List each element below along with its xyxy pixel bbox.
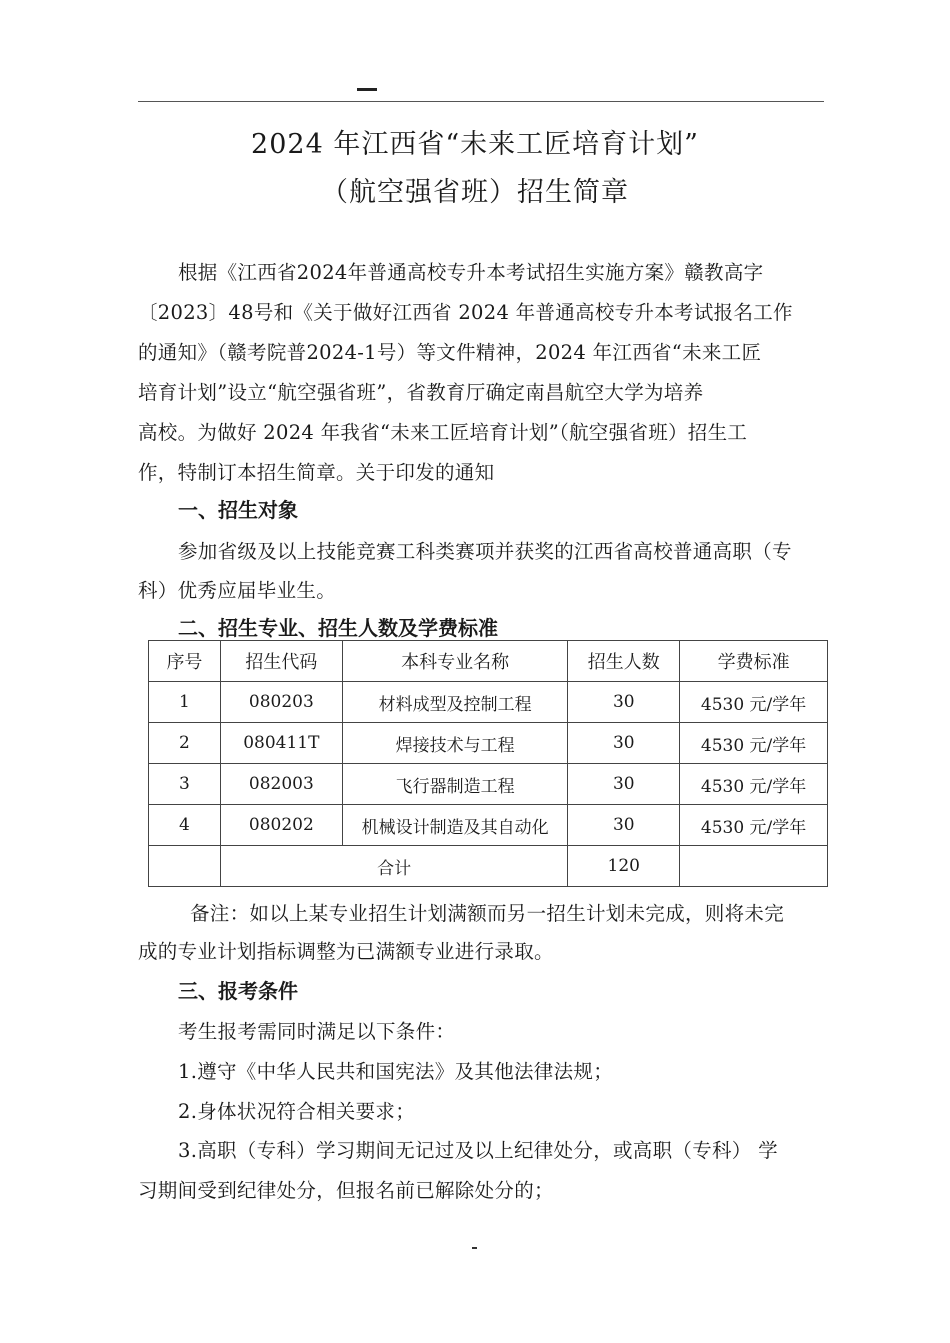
cell-index: 2 [149, 723, 221, 764]
col-header-major: 本科专业名称 [342, 641, 568, 682]
cell-code: 080411T [220, 723, 342, 764]
intro-line-4: 培育计划”设立“航空强省班”，省教育厅确定南昌航空大学为培养 [138, 381, 704, 404]
cell-index: 4 [149, 805, 221, 846]
cell-code: 080203 [220, 682, 342, 723]
section3-line-3: 2.身体状况符合相关要求； [178, 1100, 416, 1123]
header-rule [138, 101, 824, 102]
table-row [149, 805, 828, 846]
cell-fee: 4530 元/学年 [680, 682, 828, 723]
cell-total-count: 120 [568, 846, 680, 887]
note-line-2: 成的专业计划指标调整为已满额专业进行录取。 [138, 940, 554, 963]
section3-line-2: 1.遵守《中华人民共和国宪法》及其他法律法规； [178, 1060, 614, 1083]
cell-fee: 4530 元/学年 [680, 805, 828, 846]
col-header-fee: 学费标准 [680, 641, 828, 682]
col-header-index: 序号 [149, 641, 221, 682]
section3-line-4: 3.高职（专科）学习期间无记过及以上纪律处分，或高职（专科） 学 [178, 1139, 778, 1162]
cell-fee: 4530 元/学年 [680, 764, 828, 805]
cell-code: 080202 [220, 805, 342, 846]
cell-empty [149, 846, 221, 887]
intro-line-3: 的通知》（赣考院普2024-1号）等文件精神，2024 年江西省“未来工匠 [138, 341, 762, 364]
section1-line-1: 参加省级及以上技能竞赛工科类赛项并获奖的江西省高校普通高职（专 [178, 540, 792, 563]
cell-index: 1 [149, 682, 221, 723]
col-header-count: 招生人数 [568, 641, 680, 682]
section1-heading: 一、招生对象 [178, 498, 298, 522]
cell-major: 材料成型及控制工程 [342, 682, 568, 723]
cell-count: 30 [568, 723, 680, 764]
intro-line-2: 〔2023〕48号和《关于做好江西省 2024 年普通高校专升本考试报名工作 [138, 301, 793, 324]
table-row [149, 723, 828, 764]
cell-index: 3 [149, 764, 221, 805]
footer-mark [472, 1247, 477, 1249]
cell-empty [680, 846, 828, 887]
col-header-code: 招生代码 [220, 641, 342, 682]
cell-major: 焊接技术与工程 [342, 723, 568, 764]
note-line-1: 备注：如以上某专业招生计划满额而另一招生计划未完成，则将未完 [190, 902, 785, 925]
section1-line-2: 科）优秀应届毕业生。 [138, 579, 337, 602]
cell-fee: 4530 元/学年 [680, 723, 828, 764]
cell-count: 30 [568, 805, 680, 846]
cell-code: 082003 [220, 764, 342, 805]
document-subtitle: （航空强省班）招生简章 [321, 177, 629, 208]
table-row [149, 764, 828, 805]
enrollment-table [148, 640, 828, 887]
header-mark [357, 88, 377, 91]
intro-line-1: 根据《江西省2024年普通高校专升本考试招生实施方案》赣教高字 [178, 261, 764, 284]
cell-major: 机械设计制造及其自动化 [342, 805, 568, 846]
section3-line-5: 习期间受到纪律处分，但报名前已解除处分的； [138, 1179, 554, 1202]
cell-total-label: 合计 [220, 846, 567, 887]
table-total-row [149, 846, 828, 887]
intro-line-6: 作，特制订本招生简章。关于印发的通知 [138, 461, 495, 484]
intro-line-5: 高校。为做好 2024 年我省“未来工匠培育计划”（航空强省班）招生工 [138, 421, 748, 444]
section2-heading: 二、招生专业、招生人数及学费标准 [178, 616, 498, 640]
cell-count: 30 [568, 764, 680, 805]
table-header-row [149, 641, 828, 682]
document-title: 2024 年江西省“未来工匠培育计划” [251, 129, 699, 160]
table-row [149, 682, 828, 723]
cell-count: 30 [568, 682, 680, 723]
section3-line-1: 考生报考需同时满足以下条件： [178, 1020, 456, 1043]
cell-major: 飞行器制造工程 [342, 764, 568, 805]
section3-heading: 三、报考条件 [178, 979, 298, 1003]
